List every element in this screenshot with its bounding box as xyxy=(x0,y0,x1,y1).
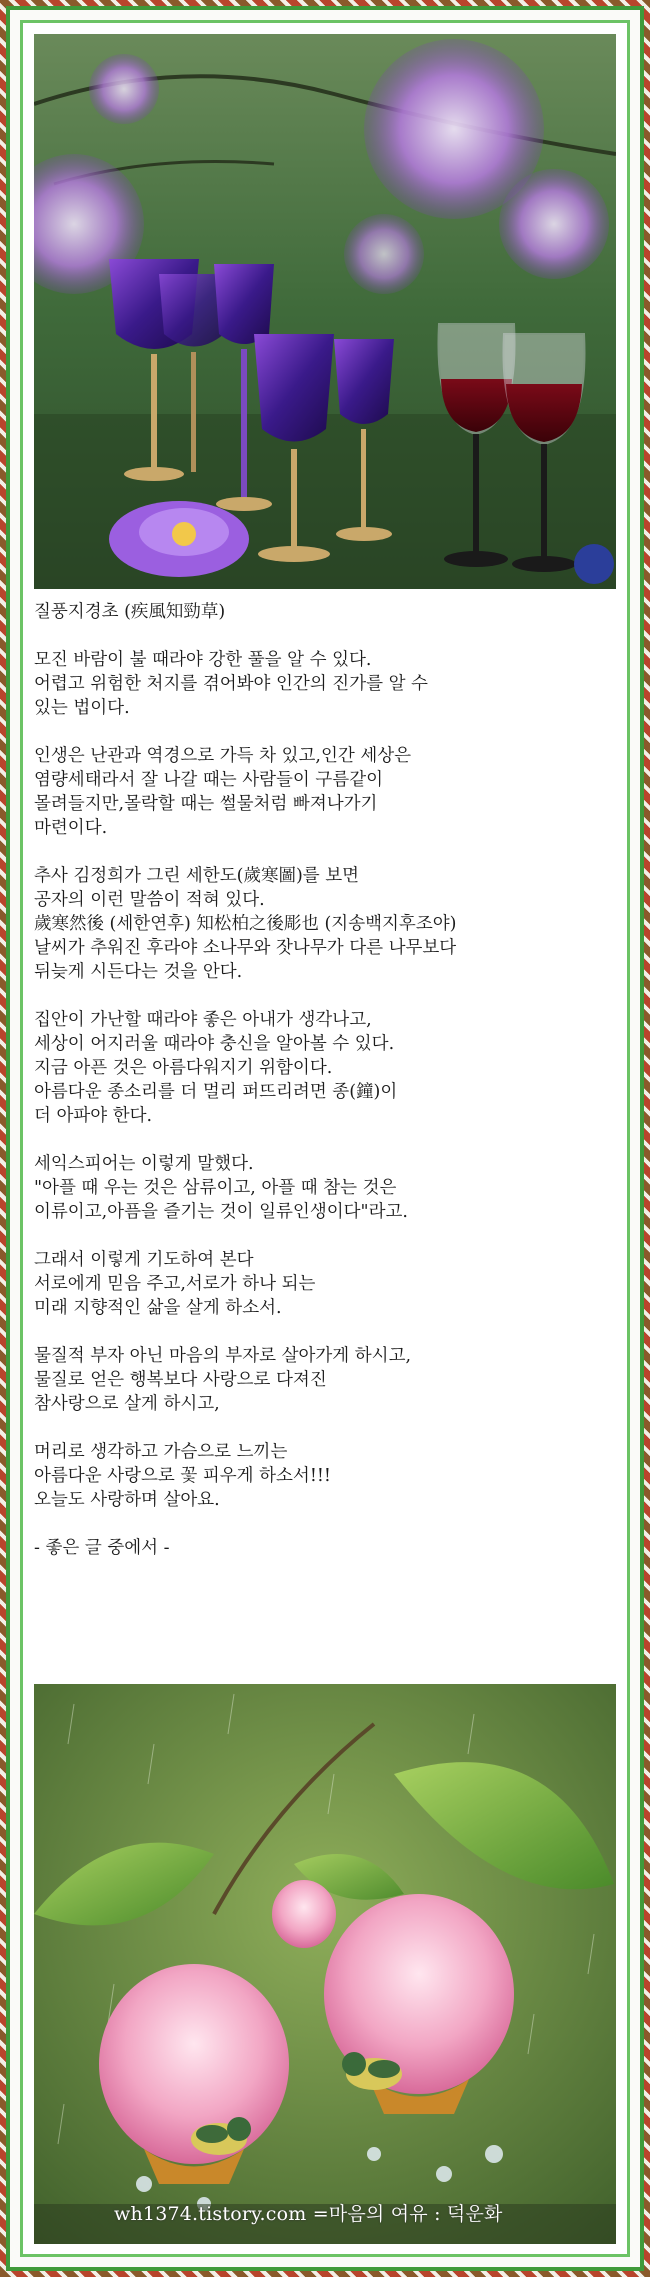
watermark-text: wh1374.tistory.com =마음의 여유 : 덕운화 xyxy=(114,2203,503,2225)
paragraph-8: 머리로 생각하고 가슴으로 느끼는 아름다운 사랑으로 꽃 피우게 하소서!!! 오늘도 사랑하며 살아요. xyxy=(34,1442,331,1510)
paragraph-1: 모진 바람이 불 때라야 강한 풀을 알 수 있다. 어렵고 위험한 처지를 겪어봐야 인간의 진가를 알 수 있는 법이다. xyxy=(34,650,428,718)
paragraph-3: 추사 김정희가 그린 세한도(歲寒圖)를 보면 공자의 이런 말씀이 적혀 있다. 歲寒然後 (세한연후) 知松柏之後彫也 (지송백지후조야) 날씨가 추워진 후라야 소나무와 잣나무가 다른 나무보다 뒤늦게 시든다는 것을 안다. xyxy=(34,866,457,982)
article-body xyxy=(34,600,616,1560)
paragraph-5: 세익스피어는 이렇게 말했다. "아플 때 우는 것은 삼류이고, 아플 때 참는 것은 이류이고,아픔을 즐기는 것이 일류인생이다"라고. xyxy=(34,1154,408,1222)
paragraph-4: 집안이 가난할 때라야 좋은 아내가 생각나고, 세상이 어지러울 때라야 충신을 알아볼 수 있다. 지금 아픈 것은 아름다워지기 위함이다. 아름다운 종소리를 더 멀리 퍼뜨리려면 종(鐘)이 더 아파야 한다. xyxy=(34,1010,398,1126)
paragraph-2: 인생은 난관과 역경으로 가득 차 있고,인간 세상은 염량세태라서 잘 나갈 때는 사람들이 구름같이 몰려들지만,몰락할 때는 썰물처럼 빠져나가기 마련이다. xyxy=(34,746,412,838)
paragraph-7: 물질적 부자 아닌 마음의 부자로 살아가게 하시고, 물질로 얻은 행복보다 사랑으로 다져진 참사랑으로 살게 하시고, xyxy=(34,1346,412,1414)
paragraph-6: 그래서 이렇게 기도하여 본다 서로에게 믿음 주고,서로가 하나 되는 미래 지향적인 삶을 살게 하소서. xyxy=(34,1250,316,1318)
content-area xyxy=(30,34,616,2244)
signature: - 좋은 글 중에서 - xyxy=(34,1538,170,1558)
wine-glasses-flowers-image xyxy=(34,34,616,589)
article-title: 질풍지경초 (疾風知勁草) xyxy=(34,602,226,622)
birds-in-flower-lanterns-image xyxy=(34,1684,616,2244)
